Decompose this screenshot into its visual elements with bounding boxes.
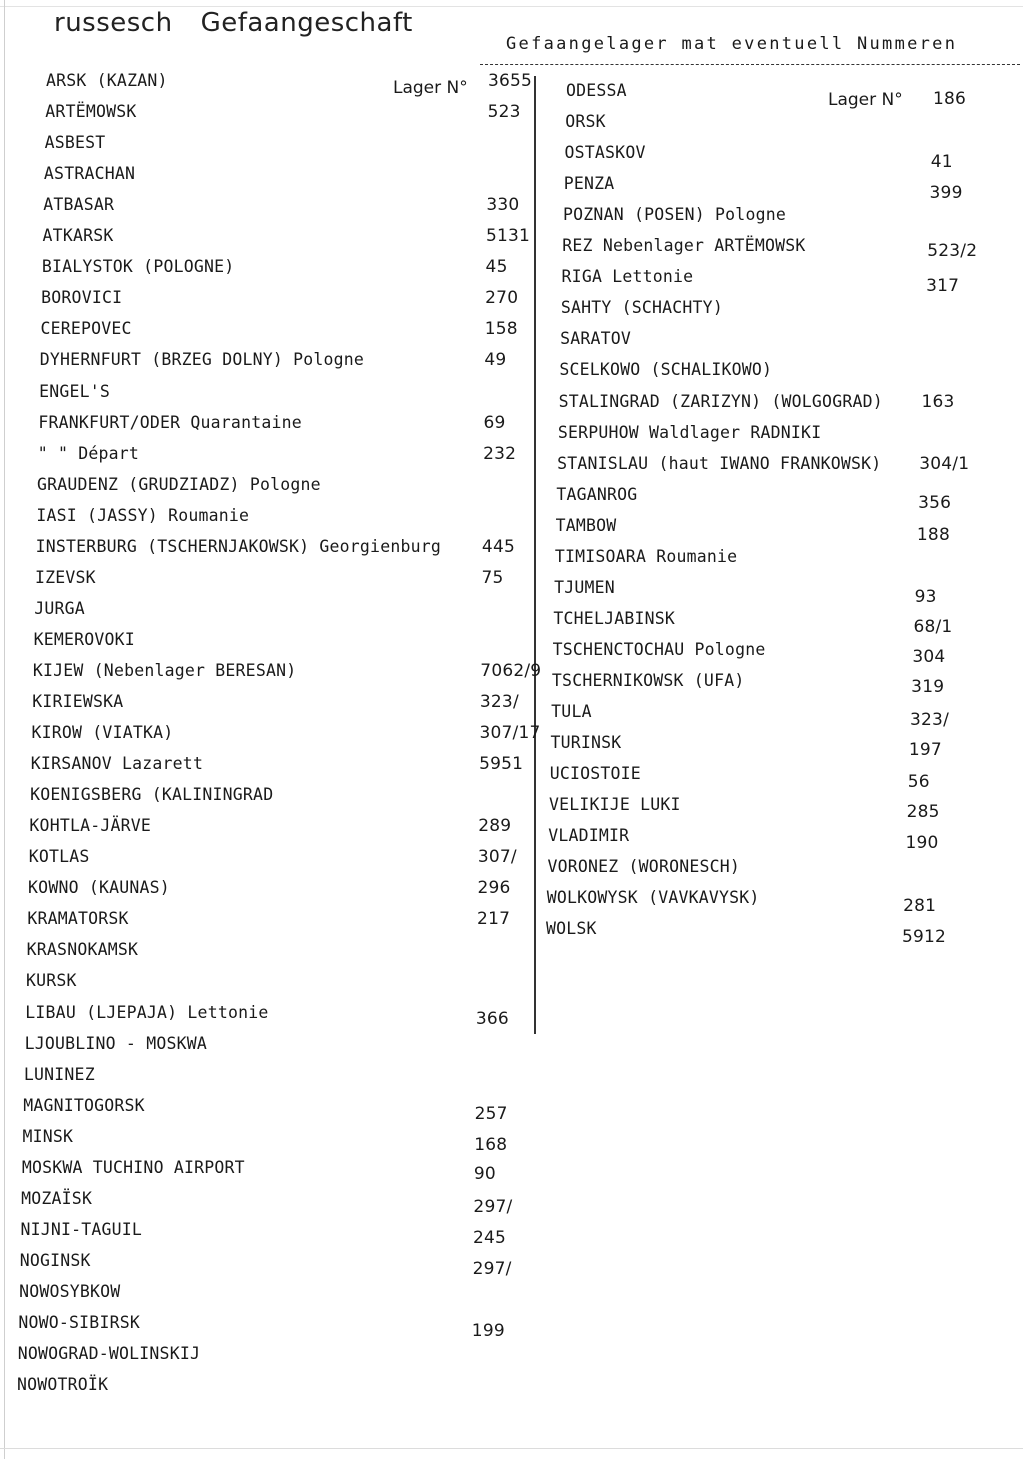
right-camp-name: PENZA — [563, 174, 615, 194]
right-entry — [546, 918, 1023, 948]
left-lager-label: Lager N° — [393, 78, 468, 98]
right-camp-number: 56 — [907, 772, 930, 793]
left-camp-name: LJOUBLINO - MOSKWA — [24, 1033, 208, 1053]
left-entry — [21, 1188, 521, 1217]
left-entry — [38, 443, 538, 465]
right-camp-name: VELIKIJE LUKI — [548, 795, 681, 815]
left-camp-name: MINSK — [22, 1126, 74, 1146]
right-entry — [556, 484, 1023, 513]
right-camp-name: SERPUHOW Waldlager RADNIKI — [557, 422, 822, 442]
left-entry — [26, 970, 526, 992]
left-entry — [22, 1126, 523, 1155]
left-camp-name: INSTERBURG (TSCHERNJAKOWSK) Georgienburg — [35, 536, 441, 556]
left-camp-name: KIROW (VIATKA) — [31, 723, 174, 743]
right-camp-name: TAGANROG — [556, 484, 638, 504]
right-camp-number: 5912 — [902, 927, 947, 948]
right-camp-name: STALINGRAD (ZARIZYN) (WOLGOGRAD) — [558, 391, 883, 411]
left-entry — [36, 505, 536, 527]
title-word-1: russesch — [54, 8, 173, 38]
left-camp-name: ATKARSK — [42, 226, 114, 246]
right-camp-number: 281 — [903, 896, 937, 917]
right-camp-name: WOLSK — [546, 919, 597, 939]
left-camp-name: KOWNO (KAUNAS) — [28, 878, 170, 898]
left-entry — [19, 1250, 520, 1279]
right-entry — [566, 80, 1023, 109]
left-camp-name: ARTËMOWSK — [45, 102, 137, 122]
right-camp-number: 285 — [906, 802, 940, 823]
left-camp-number: 168 — [474, 1134, 508, 1155]
left-entry — [35, 567, 535, 589]
right-camp-name: TAMBOW — [555, 515, 617, 535]
left-camp-name: DYHERNFURT (BRZEG DOLNY) Pologne — [39, 350, 365, 370]
right-entry — [554, 577, 1023, 607]
left-camp-name: KIJEW (Nebenlager BERESAN) — [32, 660, 297, 680]
right-entry — [552, 639, 1023, 667]
left-camp-name: FRANKFURT/ODER Quarantaine — [38, 412, 302, 432]
left-entry — [32, 691, 532, 713]
right-entry — [546, 887, 1023, 917]
left-entry — [25, 1002, 525, 1029]
right-entry — [559, 359, 1023, 381]
right-entry — [564, 142, 1023, 173]
left-camp-number: 297/ — [472, 1258, 512, 1279]
left-camp-name: KRASNOKAMSK — [26, 940, 139, 960]
left-camp-number: 69 — [483, 412, 506, 433]
right-camp-number: 304/1 — [919, 453, 970, 474]
left-camp-name: IASI (JASSY) Roumanie — [36, 505, 250, 525]
left-camp-number: 199 — [471, 1321, 505, 1341]
left-camp-number: 232 — [483, 443, 517, 464]
left-camp-name: ATBASAR — [43, 195, 115, 215]
left-entry — [29, 846, 529, 868]
right-entry — [563, 173, 1023, 204]
right-entry — [551, 701, 1023, 730]
right-camp-name: ODESSA — [566, 81, 627, 100]
left-entry — [23, 1095, 523, 1124]
left-camp-number: 217 — [477, 909, 511, 930]
left-camp-number: 445 — [481, 536, 515, 557]
left-camp-name: BOROVICI — [41, 288, 123, 308]
left-entry — [18, 1312, 518, 1341]
right-camp-number: 356 — [918, 492, 952, 513]
left-camp-name: KRAMATORSK — [27, 909, 129, 929]
right-camp-name: UCIOSTOIE — [549, 764, 641, 784]
left-camp-name: ARSK (KAZAN) — [46, 71, 168, 90]
right-entry — [561, 266, 1023, 297]
left-camp-name: NOWO-SIBIRSK — [18, 1313, 140, 1332]
right-camp-name: TIMISOARA Roumanie — [554, 546, 738, 566]
left-camp-name: KIRIEWSKA — [32, 692, 124, 711]
right-camp-number: 41 — [930, 152, 953, 173]
right-camp-number: 304 — [912, 646, 946, 667]
right-camp-number: 93 — [914, 586, 937, 607]
left-entry — [20, 1219, 520, 1248]
left-camp-number: 307/17 — [479, 723, 541, 744]
right-entry — [551, 670, 1023, 697]
left-camp-name: MOZAÏSK — [21, 1188, 93, 1208]
right-entry — [547, 856, 1023, 878]
left-camp-number: 45 — [485, 257, 508, 278]
page-title — [54, 8, 413, 38]
left-entry — [27, 908, 527, 930]
right-entry — [550, 732, 1023, 761]
right-camp-name: TURINSK — [550, 733, 622, 753]
right-entry — [562, 235, 1023, 262]
left-camp-name: NOGINSK — [19, 1250, 91, 1270]
left-entry — [39, 381, 539, 403]
right-entry — [565, 111, 1023, 133]
right-camp-number: 68/1 — [913, 616, 953, 637]
left-camp-name: ASBEST — [44, 133, 106, 153]
left-entry — [44, 163, 544, 185]
left-entry — [19, 1281, 519, 1303]
left-camp-number: 5131 — [485, 226, 531, 247]
left-camp-name: JURGA — [34, 598, 85, 618]
right-camp-number: 399 — [929, 183, 963, 204]
left-entry — [43, 194, 543, 216]
right-camp-number: 186 — [933, 89, 967, 109]
left-camp-number: 330 — [486, 195, 520, 216]
left-camp-name: KEMEROVOKI — [33, 629, 135, 649]
right-camp-name: VLADIMIR — [548, 826, 630, 846]
left-camp-number: 296 — [477, 878, 511, 899]
right-entry — [555, 546, 1023, 568]
left-entry — [21, 1157, 522, 1184]
right-camp-name: TSCHENCTOCHAU Pologne — [552, 639, 766, 659]
left-entry — [31, 722, 541, 744]
right-camp-name: SAHTY (SCHACHTY) — [560, 298, 723, 318]
right-camp-name: VORONEZ (WORONESCH) — [547, 857, 741, 877]
page-edge-bottom — [0, 1448, 1023, 1449]
right-entry — [561, 297, 1023, 319]
left-entry — [25, 1033, 525, 1055]
left-camp-number: 323/ — [479, 692, 519, 712]
right-camp-number: 197 — [908, 740, 942, 761]
right-camp-name: STANISLAU (haut IWANO FRANKOWSK) — [557, 453, 882, 473]
title-word-2: Gefaangeschaft — [200, 8, 413, 38]
left-camp-number: 523 — [487, 102, 521, 123]
right-camp-name: SARATOV — [560, 329, 631, 349]
left-camp-name: KIRSANOV Lazarett — [30, 754, 204, 774]
left-camp-number: 297/ — [473, 1196, 513, 1217]
left-entry — [34, 598, 534, 620]
left-entry — [28, 877, 528, 899]
right-entry — [555, 515, 1023, 545]
right-camp-number: 523/2 — [927, 241, 978, 262]
right-camp-name: TJUMEN — [554, 577, 615, 597]
right-lager-label: Lager N° — [828, 90, 903, 110]
page-edge-top — [0, 6, 1023, 7]
left-camp-number: 257 — [474, 1103, 508, 1124]
right-entry — [558, 422, 1023, 444]
left-camp-number: 307/ — [477, 847, 517, 868]
left-camp-name: KURSK — [25, 971, 77, 991]
left-camp-number: 5951 — [479, 754, 524, 775]
right-camp-name: TULA — [551, 702, 592, 721]
left-camp-name: MOSKWA TUCHINO AIRPORT — [21, 1157, 245, 1177]
left-entry — [24, 1064, 524, 1086]
left-camp-name: ENGEL'S — [39, 381, 111, 401]
subtitle: Gefaangelager mat eventuell Nummeren — [506, 34, 958, 54]
left-entry — [42, 256, 542, 278]
left-camp-name: NOWOGRAD-WOLINSKIJ — [17, 1344, 201, 1364]
left-entry — [34, 629, 534, 651]
right-entry — [557, 453, 1023, 475]
left-camp-name: KOTLAS — [28, 847, 90, 867]
right-camp-number: 190 — [905, 833, 939, 854]
left-entry — [41, 287, 541, 309]
left-camp-number: 90 — [473, 1163, 496, 1184]
right-entry — [548, 794, 1023, 823]
left-camp-name: LIBAU (LJEPAJA) Lettonie — [25, 1002, 269, 1022]
left-camp-name: LUNINEZ — [23, 1064, 95, 1084]
right-camp-number: 319 — [911, 676, 945, 697]
left-entry — [31, 753, 531, 775]
right-camp-name: SCELKOWO (SCHALIKOWO) — [559, 360, 773, 380]
left-entry — [30, 784, 530, 806]
left-entry — [45, 101, 545, 123]
left-camp-number: 158 — [484, 319, 518, 340]
left-camp-name: NIJNI-TAGUIL — [20, 1219, 143, 1239]
right-camp-name: OSTASKOV — [564, 143, 646, 163]
left-camp-name: NOWOSYBKOW — [19, 1281, 121, 1301]
right-entry — [548, 825, 1023, 854]
left-camp-number: 245 — [473, 1227, 507, 1248]
left-camp-name: GRAUDENZ (GRUDZIADZ) Pologne — [37, 474, 321, 494]
left-camp-name: BIALYSTOK (POLOGNE) — [41, 257, 235, 277]
left-entry — [38, 412, 538, 434]
left-camp-name: KOHTLA-JÄRVE — [29, 816, 152, 836]
dashed-separator — [480, 64, 1020, 65]
left-camp-name: " " Départ — [37, 443, 140, 463]
left-camp-number: 75 — [481, 567, 504, 588]
left-entry — [40, 349, 540, 371]
left-entry — [37, 474, 537, 496]
right-entry — [560, 328, 1023, 350]
right-camp-number: 317 — [926, 276, 960, 297]
right-camp-name: RIGA Lettonie — [561, 267, 694, 287]
left-entry — [29, 815, 529, 837]
right-camp-name: WOLKOWYSK (VAVKAVYSK) — [546, 888, 760, 908]
left-entry — [18, 1343, 518, 1365]
left-camp-name: IZEVSK — [34, 567, 96, 587]
right-entry — [563, 204, 1023, 226]
left-entry — [46, 70, 546, 92]
left-camp-name: KOENIGSBERG (KALININGRAD — [30, 785, 274, 805]
right-camp-name: TSCHERNIKOWSK (UFA) — [551, 670, 745, 690]
left-entry — [32, 660, 542, 682]
right-camp-name: TCHELJABINSK — [553, 608, 676, 628]
left-camp-name: NOWOTROÏK — [17, 1375, 109, 1395]
left-entry — [43, 225, 543, 247]
left-entry — [40, 318, 540, 340]
left-camp-number: 49 — [484, 350, 507, 371]
right-camp-name: ORSK — [565, 112, 606, 132]
left-camp-name: MAGNITOGORSK — [23, 1095, 145, 1115]
right-entry — [549, 763, 1023, 793]
right-camp-number: 163 — [921, 391, 955, 412]
page-edge-left — [4, 0, 5, 1459]
right-camp-number: 188 — [916, 524, 950, 545]
left-camp-number: 7062/9 — [480, 660, 542, 681]
left-camp-name: ASTRACHAN — [43, 164, 136, 184]
left-camp-number: 3655 — [488, 71, 533, 91]
left-camp-number: 270 — [485, 288, 519, 309]
right-camp-number: 323/ — [910, 710, 949, 730]
right-entry — [559, 391, 1023, 413]
left-camp-number: 289 — [478, 816, 512, 837]
left-entry — [27, 939, 527, 961]
left-camp-number: 366 — [475, 1008, 509, 1029]
left-camp-name: CEREPOVEC — [40, 319, 132, 339]
left-entry — [45, 132, 545, 154]
right-camp-name: POZNAN (POSEN) Pologne — [563, 205, 786, 225]
right-entry — [553, 608, 1023, 637]
right-camp-name: REZ Nebenlager ARTËMOWSK — [562, 236, 806, 256]
left-entry — [17, 1374, 517, 1396]
left-entry — [36, 536, 536, 558]
